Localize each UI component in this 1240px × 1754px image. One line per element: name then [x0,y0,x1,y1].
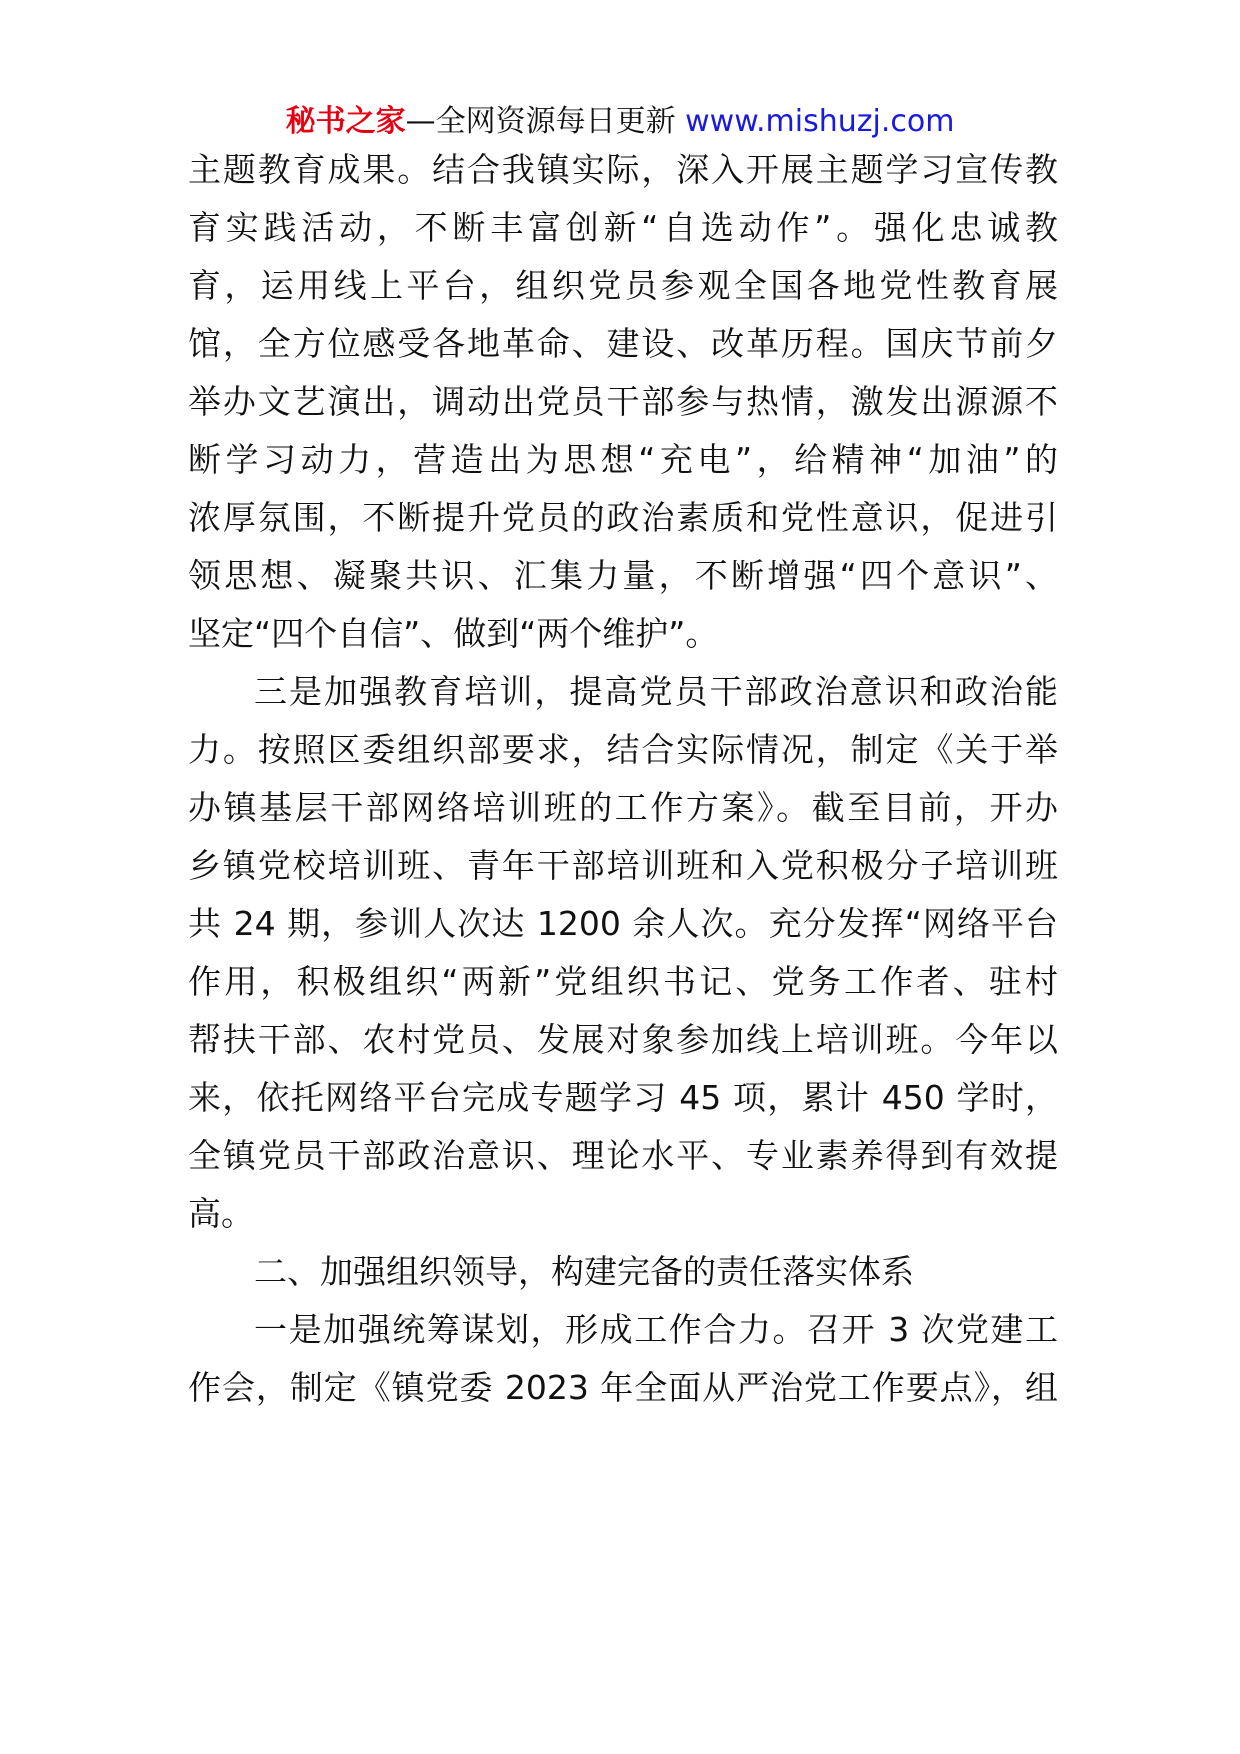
text-line: 乡镇党校培训班、青年干部培训班和入党积极分子培训班 [188,846,1058,885]
brand-name: 秘书之家 [285,104,406,139]
text-line: 育，运用线上平台，组织党员参观全国各地党性教育展 [188,266,1058,305]
text-line: 浓厚氛围，不断提升党员的政治素质和党性意识，促进引 [188,498,1058,537]
text-line: 办镇基层干部网络培训班的工作方案》。截至目前，开办 [188,788,1058,827]
header-tagline: —全网资源每日更新 [405,104,676,139]
paragraph-first-line: 一是加强统筹谋划，形成工作合力。召开 3 次党建工 [254,1310,1058,1349]
text-line: 全镇党员干部政治意识、理论水平、专业素养得到有效提 [188,1136,1058,1175]
website-link[interactable]: www.mishuzj.com [685,104,955,139]
text-line: 断学习动力，营造出为思想“充电”，给精神“加油”的 [188,440,1058,479]
text-line: 领思想、凝聚共识、汇集力量，不断增强“四个意识”、 [188,556,1058,595]
section-heading: 二、加强组织领导，构建完备的责任落实体系 [254,1252,914,1291]
text-line: 共 24 期，参训人次达 1200 余人次。充分发挥“网络平台 [188,904,1058,943]
text-line: 主题教育成果。结合我镇实际，深入开展主题学习宣传教 [188,150,1058,189]
text-line: 举办文艺演出，调动出党员干部参与热情，激发出源源不 [188,382,1058,421]
text-line: 高。 [188,1194,254,1233]
text-line: 来，依托网络平台完成专题学习 45 项，累计 450 学时， [188,1078,1058,1117]
page-header [0,102,1240,142]
text-line: 馆，全方位感受各地革命、建设、改革历程。国庆节前夕 [188,324,1058,363]
text-line: 作用，积极组织“两新”党组织书记、党务工作者、驻村 [188,962,1058,1001]
text-line: 力。按照区委组织部要求，结合实际情况，制定《关于举 [188,730,1058,769]
text-line: 作会，制定《镇党委 2023 年全面从严治党工作要点》，组 [188,1368,1058,1407]
text-line: 育实践活动，不断丰富创新“自选动作”。强化忠诚教 [188,208,1058,247]
text-line: 帮扶干部、农村党员、发展对象参加线上培训班。今年以 [188,1020,1058,1059]
text-line: 坚定“四个自信”、做到“两个维护”。 [188,614,719,653]
paragraph-first-line: 三是加强教育培训，提高党员干部政治意识和政治能 [254,672,1058,711]
